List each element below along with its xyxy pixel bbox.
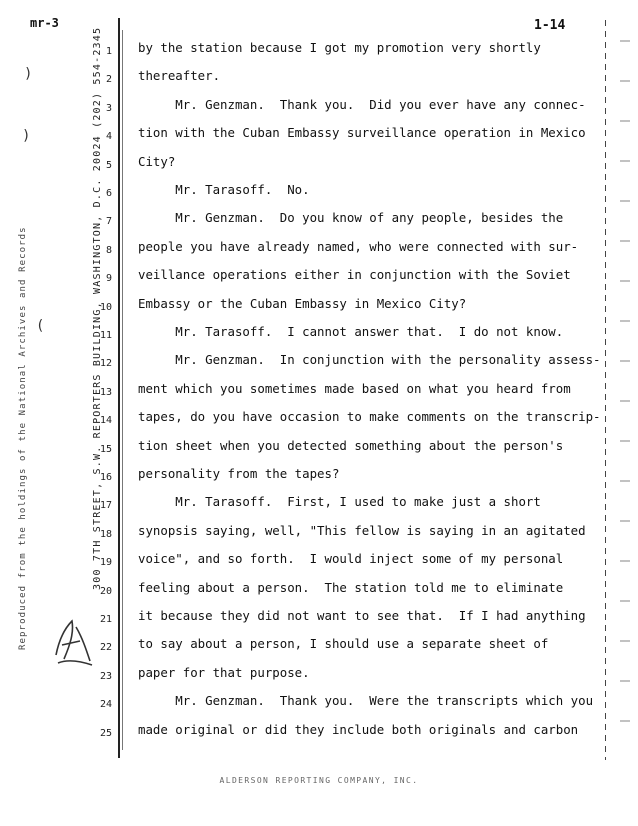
transcript-line: ment which you sometimes made based on what you heard from [138, 380, 571, 396]
reporter-address: 300 7TH STREET, S.W. REPORTERS BUILDING, WASHINGTON, D.C. 20024 (202) 554-2345 [92, 26, 103, 590]
transcript-line: people you have already named, who were connected with sur- [138, 238, 579, 254]
footer-company: ALDERSON REPORTING COMPANY, INC. [219, 776, 419, 785]
transcript-line: Mr. Tarasoff. I cannot answer that. I do not know. [138, 324, 564, 339]
line-number: 1 [105, 46, 112, 57]
transcript-line: Embassy or the Cuban Embassy in Mexico City? [138, 295, 467, 311]
transcript-line: voice", and so forth. I would inject some of my personal [138, 551, 564, 567]
line-number: 3 [105, 102, 112, 114]
margin-mark-2: ) [22, 128, 31, 144]
transcript-line: Mr. Genzman. Do you know of any people, besides the [138, 210, 564, 226]
transcript-line: Mr. Genzman. Thank you. Were the transcripts which you [138, 693, 594, 709]
transcript-line: feeling about a person. The station told me to eliminate [138, 579, 564, 595]
transcript-line: it because they did not want to see that. If I had anything [138, 608, 586, 623]
transcript-line: Mr. Genzman. Thank you. Did you ever have any connec- [138, 96, 586, 112]
transcript-line: thereafter. [138, 68, 221, 84]
line-number: 21 [99, 614, 112, 625]
page-code: mr-3 [30, 16, 59, 30]
left-margin-rule-inner [122, 30, 123, 750]
line-number: 12 [99, 358, 112, 370]
transcript-line: by the station because I got my promotion very shortly [138, 40, 541, 55]
line-number: 9 [105, 273, 112, 285]
transcript-line: Mr. Tarasoff. No. [138, 182, 310, 197]
scan-specks [620, 40, 630, 760]
line-number: 8 [105, 244, 112, 256]
line-number: 25 [99, 727, 112, 739]
line-number: 17 [99, 500, 112, 512]
line-number: 22 [99, 642, 112, 654]
margin-mark-3: ( [36, 318, 45, 334]
line-number: 23 [99, 670, 112, 682]
line-number: 6 [105, 188, 112, 199]
line-number: 11 [99, 330, 112, 341]
line-number: 10 [99, 301, 112, 313]
archive-note: Reproduced from the holdings of the National Archives and Records [18, 226, 28, 650]
transcript-line: Mr. Genzman. In conjunction with the personality assess- [138, 352, 601, 368]
page-number: 1-14 [534, 18, 566, 33]
line-number: 16 [99, 472, 112, 483]
line-number: 14 [99, 415, 112, 427]
transcript-line: tapes, do you have occasion to make comments on the transcrip- [138, 409, 601, 425]
transcript-line: synopsis saying, well, "This fellow is saying in an agitated [138, 522, 586, 538]
initials-stamp [50, 615, 96, 669]
transcript-line: Mr. Tarasoff. First, I used to make just a short [138, 494, 541, 510]
line-number: 5 [105, 159, 112, 171]
left-margin-rule [118, 18, 120, 758]
transcript-line: to say about a person, I should use a separate sheet of [138, 636, 549, 652]
line-number: 24 [99, 699, 112, 711]
transcript-line: made original or did they include both originals and carbon [138, 721, 579, 737]
transcript-line: paper for that purpose. [138, 664, 310, 680]
line-number: 7 [105, 216, 112, 228]
right-margin-rule [605, 20, 606, 760]
line-number: 15 [99, 443, 112, 455]
transcript-line: City? [138, 153, 176, 169]
transcript-line: tion with the Cuban Embassy surveillance operation in Mexico [138, 125, 586, 141]
transcript-line: veillance operations either in conjunction with the Soviet [138, 267, 571, 283]
line-number: 19 [99, 557, 112, 569]
line-number: 2 [105, 74, 112, 86]
line-number: 13 [99, 386, 112, 398]
transcript-line: personality from the tapes? [138, 466, 340, 481]
line-number: 18 [99, 528, 112, 540]
transcript-line: tion sheet when you detected something about the person's [138, 437, 564, 453]
line-number: 4 [105, 131, 112, 143]
margin-mark-1: ) [24, 66, 33, 82]
line-number: 20 [99, 585, 112, 597]
